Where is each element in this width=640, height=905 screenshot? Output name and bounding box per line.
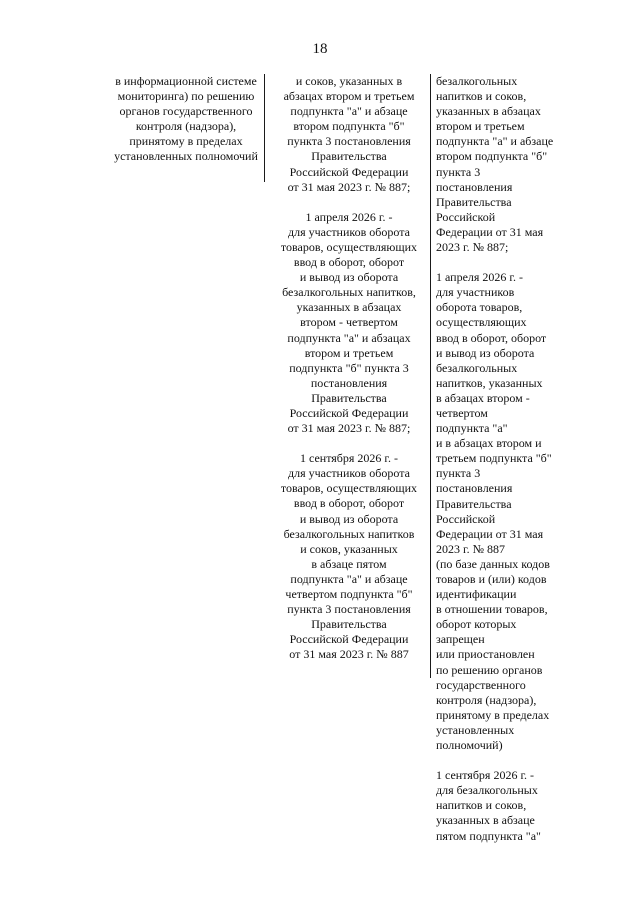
text-line: и вывод из оборота xyxy=(299,270,399,285)
paragraph xyxy=(268,210,430,436)
text-line: государственного xyxy=(436,677,526,692)
text-line: подпункта "а" xyxy=(436,421,508,436)
text-line: органов государственного xyxy=(119,104,253,119)
text-line: и соков, указанных xyxy=(300,541,398,556)
table-column-3 xyxy=(436,74,572,844)
text-line: ввод в оборот, оборот xyxy=(293,255,405,270)
text-line: в информационной системе xyxy=(115,74,257,88)
text-line: принятому в пределах xyxy=(129,134,243,149)
text-line: пункта 3 постановления xyxy=(287,602,411,617)
text-line: ввод в оборот, оборот xyxy=(293,496,405,511)
table-column-1 xyxy=(108,74,265,182)
text-line: оборота товаров, xyxy=(436,300,523,315)
text-line: втором и третьем xyxy=(304,345,394,360)
text-line: пункта 3 xyxy=(436,466,481,481)
paragraph xyxy=(108,74,264,165)
text-line: в абзацах втором - xyxy=(436,390,530,405)
text-line: постановления xyxy=(436,179,513,194)
paragraph xyxy=(436,74,572,255)
text-line: от 31 мая 2023 г. № 887; xyxy=(287,421,411,436)
text-line: подпункта "а" и абзаце xyxy=(290,104,408,119)
text-line: втором подпункта "б" xyxy=(436,149,548,164)
text-line: Российской xyxy=(436,209,496,224)
text-line: четвертом подпункта "б" xyxy=(285,587,413,601)
text-line: Правительства xyxy=(436,194,512,209)
text-line: 1 апреля 2026 г. - xyxy=(305,209,393,224)
text-line: установленных xyxy=(436,722,515,737)
text-line: 2023 г. № 887 xyxy=(436,541,506,556)
page-number: 18 xyxy=(312,41,328,57)
paragraph xyxy=(436,270,572,753)
text-line: Федерации от 31 мая xyxy=(436,224,544,239)
text-line: установленных полномочий xyxy=(114,149,258,164)
text-line: четвертом xyxy=(436,405,488,420)
text-line: Российской Федерации xyxy=(289,405,409,420)
text-line: товаров и (или) кодов xyxy=(436,572,547,586)
text-line: (по базе данных кодов xyxy=(436,556,550,571)
text-line: безалкогольных напитков xyxy=(283,526,415,541)
text-line: безалкогольных напитков, xyxy=(282,285,416,300)
paragraph xyxy=(268,74,430,195)
text-line: в отношении товаров, xyxy=(436,602,548,617)
text-line: постановления xyxy=(436,481,513,496)
text-line: безалкогольных xyxy=(436,74,518,88)
text-line: и вывод из оборота xyxy=(299,511,399,526)
text-line: Правительства xyxy=(311,149,387,164)
text-line: идентификации xyxy=(436,587,517,602)
text-line: по решению органов xyxy=(436,662,543,677)
text-line: Федерации от 31 мая xyxy=(436,526,544,541)
text-line: напитков и соков, xyxy=(436,798,527,813)
text-line: товаров, осуществляющих xyxy=(280,481,418,496)
text-line: для участников оборота xyxy=(288,224,410,239)
table-column-2 xyxy=(268,74,431,678)
text-line: пункта 3 xyxy=(436,164,481,179)
text-line: в абзаце пятом xyxy=(311,556,387,571)
text-line: втором подпункта "б" xyxy=(293,119,405,134)
text-line: для участников xyxy=(436,285,515,300)
text-line: осуществляющих xyxy=(436,315,527,330)
text-line: подпункта "а" и абзаце xyxy=(290,571,408,586)
text-line: от 31 мая 2023 г. № 887; xyxy=(287,179,411,194)
text-line: Российской Федерации xyxy=(289,164,409,179)
text-line: третьем подпункта "б" xyxy=(436,451,552,466)
text-line: подпункта "б" пункта 3 xyxy=(289,360,409,375)
text-line: 1 сентября 2026 г. - xyxy=(299,451,398,466)
text-line: и вывод из оборота xyxy=(436,345,535,360)
text-line: принятому в пределах xyxy=(436,707,550,722)
paragraph xyxy=(268,451,430,662)
text-line: контроля (надзора), xyxy=(135,119,237,134)
text-line: напитков и соков, xyxy=(436,89,527,104)
text-line: Правительства xyxy=(436,496,512,511)
text-line: 1 сентября 2026 г. - xyxy=(436,768,535,783)
text-line: полномочий) xyxy=(436,738,503,753)
text-line: запрещен xyxy=(436,632,485,647)
text-line: Правительства xyxy=(311,617,387,632)
text-line: для безалкогольных xyxy=(436,783,538,798)
text-line: оборот которых xyxy=(436,617,517,632)
text-line: мониторинга) по решению xyxy=(117,89,255,104)
text-line: или приостановлен xyxy=(436,647,535,662)
text-line: контроля (надзора), xyxy=(436,692,537,707)
text-line: втором и третьем xyxy=(436,119,525,134)
text-line: указанных в абзацах xyxy=(296,300,402,315)
text-line: товаров, осуществляющих xyxy=(280,239,418,254)
text-line: абзацах втором и третьем xyxy=(283,89,415,104)
text-line: втором - четвертом xyxy=(300,315,398,330)
text-line: указанных в абзаце xyxy=(436,813,535,828)
text-line: пункта 3 постановления xyxy=(287,134,411,149)
text-line: Российской xyxy=(436,511,496,526)
text-line: безалкогольных xyxy=(436,360,518,375)
text-line: пятом подпункта "а" xyxy=(436,828,541,843)
text-line: для участников оборота xyxy=(288,466,410,481)
text-line: указанных в абзацах xyxy=(436,104,541,119)
paragraph xyxy=(436,768,572,843)
text-line: напитков, указанных xyxy=(436,375,543,390)
text-line: 1 апреля 2026 г. - xyxy=(436,270,523,285)
text-line: 2023 г. № 887; xyxy=(436,240,509,255)
text-line: подпункта "а" и абзаце xyxy=(436,134,554,149)
text-line: Правительства xyxy=(311,390,387,405)
text-line: Российской Федерации xyxy=(289,632,409,647)
text-line: и соков, указанных в xyxy=(295,74,403,88)
text-line: ввод в оборот, оборот xyxy=(436,330,547,345)
text-line: от 31 мая 2023 г. № 887 xyxy=(289,647,409,662)
text-line: постановления xyxy=(310,375,388,390)
text-line: и в абзацах втором и xyxy=(436,436,542,451)
text-line: подпункта "а" и абзацах xyxy=(287,330,411,345)
